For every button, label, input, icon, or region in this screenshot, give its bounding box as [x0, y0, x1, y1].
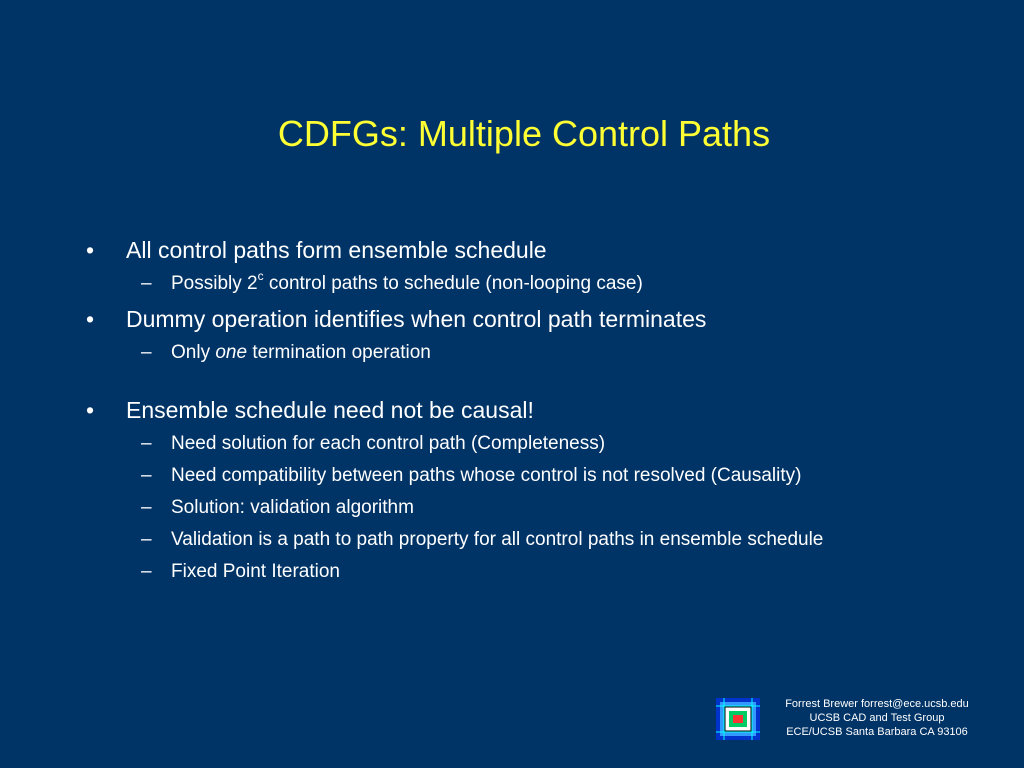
sub-bullet-item	[86, 340, 986, 366]
sub-bullet-text: Possibly 2$^c$ control paths to schedule (non-looping case)	[171, 269, 643, 294]
bullet-item	[86, 395, 986, 425]
sub-bullet-marker: –	[141, 433, 152, 454]
sub-bullet-text: Solution: validation algorithm	[171, 497, 414, 518]
sub-bullet-text: Need compatibility between paths whose control is not resolved (Causality)	[171, 465, 802, 486]
sub-bullet-text: Need solution for each control path (Completeness)	[171, 433, 606, 454]
footer-line-author: Forrest Brewer forrest@ece.ucsb.edu	[785, 698, 969, 710]
sub-bullet-text: Fixed Point Iteration	[171, 561, 340, 582]
sub-bullet-item	[86, 463, 986, 489]
sub-bullet-item	[86, 431, 986, 457]
sub-bullet-item	[86, 495, 986, 521]
sub-bullet-text: Only one termination operation	[171, 342, 431, 363]
slide-content	[86, 228, 986, 585]
bullet-text: Dummy operation identifies when control path terminates	[126, 306, 707, 332]
bullet-marker: •	[86, 397, 95, 423]
sub-bullet-marker: –	[141, 561, 152, 582]
footer-line-address: ECE/UCSB Santa Barbara CA 93106	[786, 726, 968, 738]
sub-bullet-marker: –	[141, 497, 152, 518]
bullet-text: Ensemble schedule need not be causal!	[126, 397, 534, 423]
sub-bullet-item	[86, 271, 986, 297]
sub-bullet-marker: –	[141, 273, 152, 294]
bullet-marker: •	[86, 237, 95, 263]
footer	[762, 697, 992, 739]
sub-bullet-item	[86, 527, 986, 553]
superscript: c	[257, 269, 264, 283]
sub-bullet-marker: –	[141, 465, 152, 486]
slide-title: CDFGs: Multiple Control Paths	[277, 113, 771, 154]
emphasis-text: one	[215, 342, 248, 363]
sub-bullet-text: Validation is a path to path property for all control paths in ensemble schedule	[171, 529, 824, 550]
footer-line-group: UCSB CAD and Test Group	[809, 712, 945, 724]
bullet-marker: •	[86, 306, 95, 332]
sub-bullet-marker: –	[141, 529, 152, 550]
chip-logo-icon	[716, 698, 760, 740]
bullet-text: All control paths form ensemble schedule	[126, 237, 547, 263]
sub-bullet-item	[86, 559, 986, 585]
spacer	[86, 366, 986, 388]
bullet-item	[86, 235, 986, 265]
bullet-item	[86, 304, 986, 334]
sub-bullet-marker: –	[141, 342, 152, 363]
